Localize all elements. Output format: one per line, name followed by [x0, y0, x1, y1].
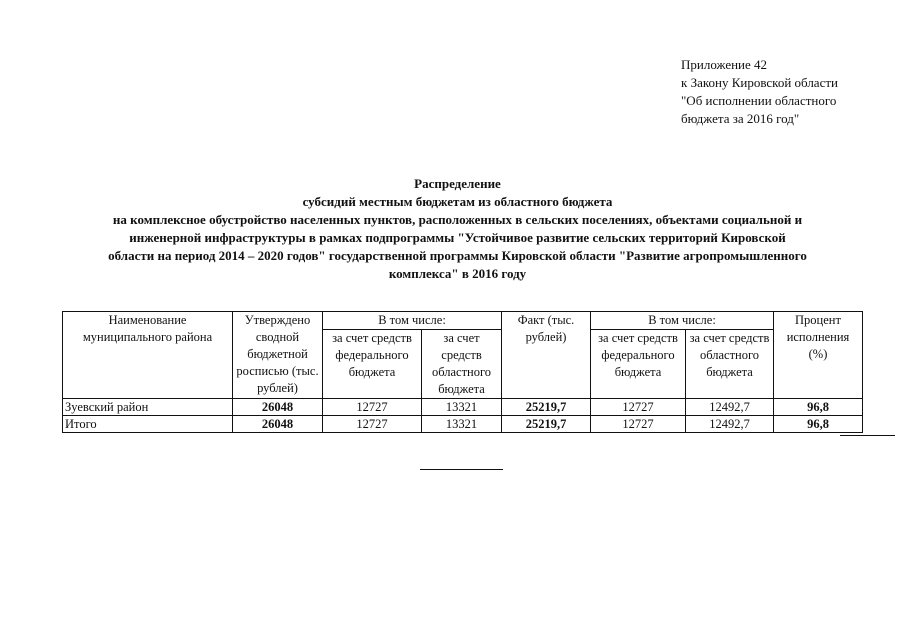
appendix-note	[681, 56, 838, 128]
appendix-line: Приложение 42	[681, 57, 768, 72]
appendix-line: бюджета за 2016 год"	[681, 111, 800, 126]
header-regional-1: за счет средств областного бюджета	[422, 330, 502, 399]
header-including-2: В том числе:	[591, 312, 774, 330]
table-extension-line	[840, 435, 895, 436]
appendix-line: к Закону Кировской области	[681, 75, 838, 90]
cell-federal-1: 12727	[323, 399, 422, 416]
cell-percent: 96,8	[774, 416, 863, 433]
cell-regional-2: 12492,7	[686, 399, 774, 416]
document-title	[40, 175, 875, 283]
cell-federal-2: 12727	[591, 399, 686, 416]
table-row-total	[63, 416, 863, 433]
cell-fact: 25219,7	[502, 416, 591, 433]
header-federal-2: за счет средств федерального бюджета	[591, 330, 686, 399]
title-line: Распределение	[414, 176, 501, 191]
cell-federal-1: 12727	[323, 416, 422, 433]
title-line: инженерной инфраструктуры в рамках подпрограммы "Устойчивое развитие сельских территорий Кировской	[129, 230, 786, 245]
cell-regional-1: 13321	[422, 416, 502, 433]
end-divider	[420, 469, 503, 470]
header-federal-1: за счет средств федерального бюджета	[323, 330, 422, 399]
cell-percent: 96,8	[774, 399, 863, 416]
title-line: комплекса" в 2016 году	[388, 266, 527, 281]
cell-regional-2: 12492,7	[686, 416, 774, 433]
header-approved: Утверждено сводной бюджетной росписью (тыс. рублей)	[233, 312, 323, 399]
header-percent: Процент исполнения (%)	[774, 312, 863, 399]
cell-name: Итого	[63, 416, 233, 433]
cell-name: Зуевский район	[63, 399, 233, 416]
cell-federal-2: 12727	[591, 416, 686, 433]
cell-fact: 25219,7	[502, 399, 591, 416]
cell-approved: 26048	[233, 399, 323, 416]
title-line: субсидий местным бюджетам из областного бюджета	[302, 194, 613, 209]
table-row	[63, 399, 863, 416]
title-line: области на период 2014 – 2020 годов" государственной программы Кировской области "Развитие агропромышленного	[108, 248, 807, 263]
cell-approved: 26048	[233, 416, 323, 433]
header-regional-2: за счет средств областного бюджета	[686, 330, 774, 399]
header-name: Наименование муниципального района	[63, 312, 233, 399]
title-line: на комплексное обустройство населенных пунктов, расположенных в сельских поселениях, объектами социальной и	[112, 212, 803, 227]
header-fact: Факт (тыс. рублей)	[502, 312, 591, 399]
subsidy-table	[62, 311, 863, 433]
appendix-line: "Об исполнении областного	[681, 93, 837, 108]
header-including-1: В том числе:	[323, 312, 502, 330]
cell-regional-1: 13321	[422, 399, 502, 416]
